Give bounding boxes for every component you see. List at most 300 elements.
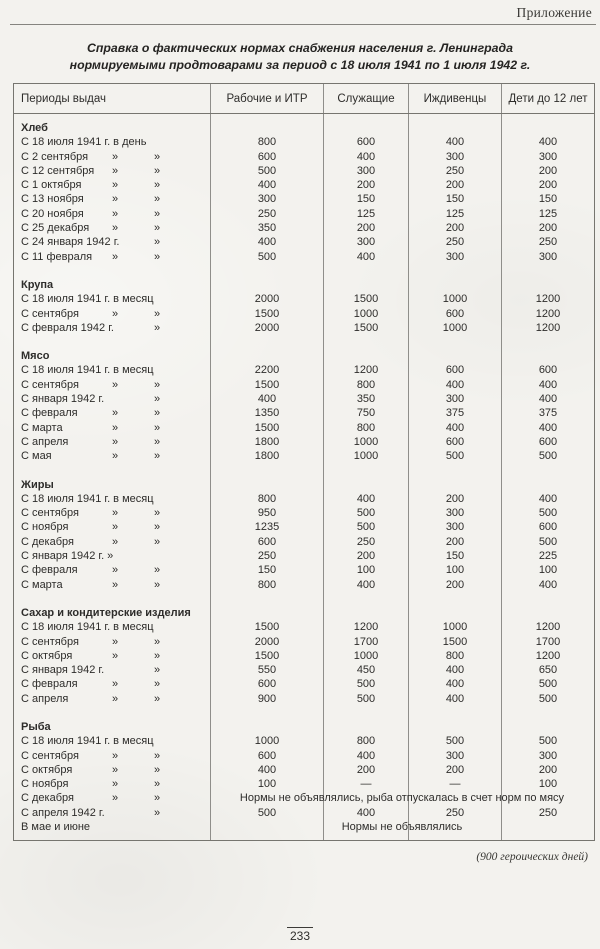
value-cell: 2200 <box>210 363 323 377</box>
ditto-mark: » <box>154 806 161 819</box>
value-cell: 1200 <box>501 649 594 663</box>
period-label <box>14 492 210 506</box>
table-row <box>14 620 594 634</box>
value-cell: 400 <box>323 806 408 820</box>
value-cell: 800 <box>323 378 408 392</box>
value-cell: 1500 <box>210 620 323 634</box>
table-row <box>14 307 594 321</box>
value-cell: 500 <box>501 506 594 520</box>
section-title-text: Хлеб <box>21 122 48 134</box>
empty-cell <box>323 114 408 121</box>
ditto-mark: » <box>112 778 119 791</box>
empty-cell <box>210 706 323 720</box>
ditto-mark: » <box>112 150 119 163</box>
value-cell: 200 <box>323 549 408 563</box>
empty-cell <box>210 278 323 292</box>
value-cell: 1000 <box>323 649 408 663</box>
period-label <box>14 620 210 634</box>
section-title-text: Жиры <box>21 478 54 491</box>
ditto-mark: » <box>112 407 119 420</box>
value-cell: 600 <box>501 435 594 449</box>
value-cell: 400 <box>501 392 594 406</box>
value-cell: 300 <box>501 150 594 164</box>
empty-cell <box>323 464 408 478</box>
empty-cell <box>501 478 594 492</box>
period-date: С 1 октября <box>21 179 82 192</box>
period-date: С февраля <box>21 407 78 420</box>
period-label <box>14 791 210 805</box>
value-cell: 300 <box>501 250 594 264</box>
period-date: С 24 января 1942 г. <box>21 236 120 249</box>
section-header-row <box>14 720 594 734</box>
ditto-mark: » <box>154 321 161 334</box>
period-date: С 20 ноября <box>21 207 84 220</box>
ditto-mark: » <box>154 393 161 406</box>
empty-cell <box>210 335 323 349</box>
table-row <box>14 506 594 520</box>
ditto-mark: » <box>112 649 119 662</box>
period-label <box>14 806 210 820</box>
ditto-mark: » <box>154 179 161 192</box>
period-label <box>14 250 210 264</box>
section-title-text: Сахар и кондитерские изделия <box>21 606 191 619</box>
period-date: С марта <box>21 421 63 434</box>
column-header: Служащие <box>323 84 408 113</box>
period-label <box>14 292 210 306</box>
spacer-row <box>14 706 594 720</box>
period-date: С января 1942 г. <box>21 664 105 677</box>
period-label <box>14 150 210 164</box>
table-row <box>14 406 594 420</box>
running-header: Приложение <box>516 5 592 20</box>
table-row <box>14 207 594 221</box>
value-cell: 250 <box>323 535 408 549</box>
value-cell: 1800 <box>210 435 323 449</box>
value-cell: 300 <box>408 392 501 406</box>
value-cell: 250 <box>408 235 501 249</box>
table-row <box>14 749 594 763</box>
period-date: С апреля 1942 г. <box>21 806 105 819</box>
ditto-mark: » <box>112 763 119 776</box>
value-cell: 1000 <box>323 435 408 449</box>
table-row <box>14 806 594 820</box>
period-date: С октября <box>21 763 73 776</box>
table-row <box>14 221 594 235</box>
empty-cell <box>14 114 210 121</box>
period-label <box>14 435 210 449</box>
value-cell: 400 <box>408 663 501 677</box>
period-label <box>14 307 210 321</box>
value-cell: 1000 <box>323 307 408 321</box>
period-label <box>14 178 210 192</box>
ditto-mark: » <box>154 164 161 177</box>
section-title-text: Мясо <box>21 350 50 363</box>
empty-cell <box>501 592 594 606</box>
value-cell: 2000 <box>210 292 323 306</box>
empty-cell <box>501 114 594 121</box>
table-row <box>14 164 594 178</box>
value-cell: 1500 <box>323 321 408 335</box>
table-row <box>14 421 594 435</box>
ditto-mark: » <box>154 207 161 220</box>
empty-cell <box>14 335 210 349</box>
value-cell: 1200 <box>501 620 594 634</box>
period-date: С декабря <box>21 535 74 548</box>
value-cell: 200 <box>408 763 501 777</box>
value-cell: 500 <box>323 677 408 691</box>
period-date: С 18 июля 1941 г. в месяц <box>21 621 154 634</box>
period-label <box>14 392 210 406</box>
value-cell: 200 <box>323 763 408 777</box>
document-title <box>0 40 600 74</box>
period-date: С февраля <box>21 564 78 577</box>
value-cell: 150 <box>408 192 501 206</box>
section-title <box>14 606 210 620</box>
value-cell: 200 <box>408 221 501 235</box>
value-cell: 300 <box>501 749 594 763</box>
value-cell: 950 <box>210 506 323 520</box>
period-date: С апреля <box>21 692 69 705</box>
spanning-note: Нормы не объявлялись, рыба отпускалась в счет норм по мясу <box>239 792 565 805</box>
period-date: С октября <box>21 649 73 662</box>
period-label <box>14 549 210 563</box>
table-row <box>14 763 594 777</box>
value-cell: 300 <box>408 749 501 763</box>
ditto-mark: » <box>154 692 161 705</box>
table-row <box>14 578 594 592</box>
value-cell: 800 <box>323 421 408 435</box>
value-cell: 250 <box>408 164 501 178</box>
section-title <box>14 278 210 292</box>
period-date: С февраля <box>21 678 78 691</box>
value-cell: 1200 <box>501 321 594 335</box>
value-cell: 800 <box>210 492 323 506</box>
period-date: С сентября <box>21 507 79 520</box>
section-header-row <box>14 349 594 363</box>
value-cell: 375 <box>408 406 501 420</box>
empty-cell <box>14 706 210 720</box>
empty-cell <box>323 606 408 620</box>
value-cell: 500 <box>501 535 594 549</box>
period-label <box>14 378 210 392</box>
ditto-mark: » <box>154 450 161 463</box>
spacer-row <box>14 114 594 121</box>
ditto-mark: » <box>154 749 161 762</box>
section-header-row <box>14 278 594 292</box>
empty-cell <box>210 606 323 620</box>
value-cell: 100 <box>323 563 408 577</box>
table-row <box>14 677 594 691</box>
value-cell: 1800 <box>210 449 323 463</box>
ditto-mark: » <box>154 307 161 320</box>
value-cell: 1200 <box>501 307 594 321</box>
value-cell: 350 <box>210 221 323 235</box>
ditto-mark: » <box>154 421 161 434</box>
value-cell: 400 <box>210 392 323 406</box>
period-date: С сентября <box>21 307 79 320</box>
value-cell: 1200 <box>323 363 408 377</box>
table-row <box>14 178 594 192</box>
ditto-mark: » <box>112 164 119 177</box>
value-cell: 600 <box>210 749 323 763</box>
empty-cell <box>501 720 594 734</box>
value-cell: 300 <box>323 235 408 249</box>
value-cell: 350 <box>323 392 408 406</box>
ditto-mark: » <box>112 193 119 206</box>
empty-cell <box>210 720 323 734</box>
period-label <box>14 635 210 649</box>
empty-cell <box>408 278 501 292</box>
ditto-mark: » <box>112 435 119 448</box>
empty-cell <box>323 121 408 135</box>
table-row <box>14 635 594 649</box>
value-cell: 200 <box>501 164 594 178</box>
period-label <box>14 663 210 677</box>
value-cell: 400 <box>501 578 594 592</box>
ditto-mark: » <box>112 222 119 235</box>
value-cell: 1700 <box>323 635 408 649</box>
value-cell: 200 <box>501 178 594 192</box>
value-cell: 500 <box>501 692 594 706</box>
table-row <box>14 150 594 164</box>
value-cell: 300 <box>408 150 501 164</box>
value-cell: 800 <box>323 734 408 748</box>
value-cell: 1000 <box>323 449 408 463</box>
empty-cell <box>210 264 323 278</box>
value-cell: 500 <box>501 734 594 748</box>
ditto-mark: » <box>154 222 161 235</box>
ditto-mark: » <box>154 507 161 520</box>
table-row <box>14 378 594 392</box>
empty-cell <box>14 592 210 606</box>
title-line-1: Справка о фактических нормах снабжения населения г. Ленинграда <box>87 41 513 55</box>
empty-cell <box>210 349 323 363</box>
value-cell: 1500 <box>210 307 323 321</box>
value-cell: 1000 <box>408 321 501 335</box>
empty-cell <box>408 606 501 620</box>
value-cell: 200 <box>323 221 408 235</box>
ditto-mark: » <box>154 763 161 776</box>
page-number-block <box>0 927 600 943</box>
value-cell: 100 <box>501 777 594 791</box>
empty-cell <box>323 278 408 292</box>
period-label <box>14 535 210 549</box>
value-cell: 1235 <box>210 520 323 534</box>
value-cell: 400 <box>501 492 594 506</box>
period-date: С ноября <box>21 778 69 791</box>
value-cell: 400 <box>501 421 594 435</box>
empty-cell <box>14 464 210 478</box>
value-cell: 400 <box>501 135 594 149</box>
table-row <box>14 392 594 406</box>
table-body <box>14 114 594 840</box>
empty-cell <box>323 264 408 278</box>
empty-cell <box>501 349 594 363</box>
period-date: С февраля 1942 г. <box>21 321 114 334</box>
ditto-mark: » <box>154 521 161 534</box>
value-cell: 250 <box>210 549 323 563</box>
page-number-rule <box>287 927 313 928</box>
period-label <box>14 506 210 520</box>
period-label <box>14 563 210 577</box>
header-rule <box>10 24 596 25</box>
ditto-mark: » <box>112 450 119 463</box>
value-cell: 250 <box>501 235 594 249</box>
period-label <box>14 207 210 221</box>
ditto-mark: » <box>154 435 161 448</box>
value-cell: 300 <box>408 506 501 520</box>
value-cell: 500 <box>323 692 408 706</box>
value-cell: 400 <box>501 378 594 392</box>
column-header: Иждивенцы <box>408 84 501 113</box>
title-line-2: нормируемыми продтоварами за период с 18 июля 1941 по 1 июля 1942 г. <box>69 58 531 72</box>
value-cell: 150 <box>501 192 594 206</box>
empty-cell <box>323 720 408 734</box>
period-date: В мае и июне <box>21 821 91 834</box>
value-cell: 300 <box>408 520 501 534</box>
ditto-mark: » <box>154 678 161 691</box>
ditto-mark: » <box>112 207 119 220</box>
value-cell: 300 <box>408 250 501 264</box>
value-cell: 150 <box>210 563 323 577</box>
period-label <box>14 363 210 377</box>
table-row <box>14 549 594 563</box>
empty-cell <box>408 349 501 363</box>
value-cell: 500 <box>408 449 501 463</box>
ditto-mark: » <box>154 635 161 648</box>
ditto-mark: » <box>112 378 119 391</box>
value-cell: 600 <box>210 677 323 691</box>
empty-cell <box>323 335 408 349</box>
spanning-note: Нормы не объявлялись <box>341 821 463 834</box>
table-row <box>14 192 594 206</box>
value-cell: 150 <box>408 549 501 563</box>
ditto-mark: » <box>154 378 161 391</box>
ditto-mark: » <box>112 692 119 705</box>
ditto-mark: » <box>154 564 161 577</box>
period-date: С апреля <box>21 435 69 448</box>
period-date: С 11 февраля <box>21 250 93 263</box>
empty-cell <box>501 335 594 349</box>
empty-cell <box>501 834 594 840</box>
empty-cell <box>210 592 323 606</box>
value-cell: 400 <box>408 378 501 392</box>
value-cell: 500 <box>501 677 594 691</box>
section-title <box>14 349 210 363</box>
ditto-mark: » <box>154 150 161 163</box>
ditto-mark: » <box>154 792 161 805</box>
period-label <box>14 235 210 249</box>
value-cell: 1000 <box>210 734 323 748</box>
value-cell: — <box>323 777 408 791</box>
section-header-row <box>14 121 594 135</box>
empty-cell <box>14 834 210 840</box>
period-label <box>14 221 210 235</box>
value-cell: 400 <box>323 250 408 264</box>
empty-cell <box>210 478 323 492</box>
value-cell: 125 <box>323 207 408 221</box>
value-cell: 800 <box>210 578 323 592</box>
table-row <box>14 820 594 834</box>
table-row <box>14 449 594 463</box>
value-cell: 400 <box>323 749 408 763</box>
value-cell: 1200 <box>323 620 408 634</box>
value-cell: 600 <box>323 135 408 149</box>
period-date: С сентября <box>21 378 79 391</box>
empty-cell <box>14 264 210 278</box>
section-header-row <box>14 478 594 492</box>
spacer-row <box>14 834 594 840</box>
empty-cell <box>501 264 594 278</box>
value-cell: 1500 <box>210 378 323 392</box>
ditto-mark: » <box>112 307 119 320</box>
empty-cell <box>501 121 594 135</box>
value-cell: 1500 <box>323 292 408 306</box>
spacer-row <box>14 592 594 606</box>
period-label <box>14 520 210 534</box>
empty-cell <box>210 464 323 478</box>
value-cell: 200 <box>408 178 501 192</box>
ditto-mark: » <box>112 792 119 805</box>
period-label <box>14 692 210 706</box>
period-date: С ноября <box>21 521 69 534</box>
empty-cell <box>408 264 501 278</box>
value-cell: 150 <box>323 192 408 206</box>
period-label <box>14 406 210 420</box>
table-row <box>14 777 594 791</box>
ditto-mark: » <box>154 535 161 548</box>
spacer-row <box>14 264 594 278</box>
value-cell: 600 <box>408 435 501 449</box>
empty-cell <box>408 706 501 720</box>
empty-cell <box>323 592 408 606</box>
ditto-mark: » <box>112 578 119 591</box>
table-row <box>14 734 594 748</box>
period-label <box>14 820 210 834</box>
value-cell: 400 <box>210 763 323 777</box>
ditto-mark: » <box>112 507 119 520</box>
section-title <box>14 478 210 492</box>
empty-cell <box>501 706 594 720</box>
period-date: С 18 июля 1941 г. в месяц <box>21 293 154 306</box>
value-cell: 400 <box>408 692 501 706</box>
period-label <box>14 164 210 178</box>
value-cell: 250 <box>501 806 594 820</box>
value-cell: 125 <box>408 207 501 221</box>
empty-cell <box>501 464 594 478</box>
value-cell: 600 <box>408 307 501 321</box>
value-cell: 650 <box>501 663 594 677</box>
section-header-row <box>14 606 594 620</box>
table-row <box>14 692 594 706</box>
value-cell: 125 <box>501 207 594 221</box>
table-row <box>14 563 594 577</box>
period-date: С марта <box>21 578 63 591</box>
value-cell: 250 <box>210 207 323 221</box>
empty-cell <box>408 335 501 349</box>
empty-cell <box>408 121 501 135</box>
empty-cell <box>501 606 594 620</box>
value-cell: 500 <box>323 506 408 520</box>
table-row <box>14 135 594 149</box>
table-row <box>14 292 594 306</box>
empty-cell <box>408 114 501 121</box>
period-label <box>14 578 210 592</box>
table-row <box>14 235 594 249</box>
period-date: С декабря <box>21 792 74 805</box>
empty-cell <box>323 834 408 840</box>
period-date: С 18 июля 1941 г. в месяц <box>21 735 154 748</box>
